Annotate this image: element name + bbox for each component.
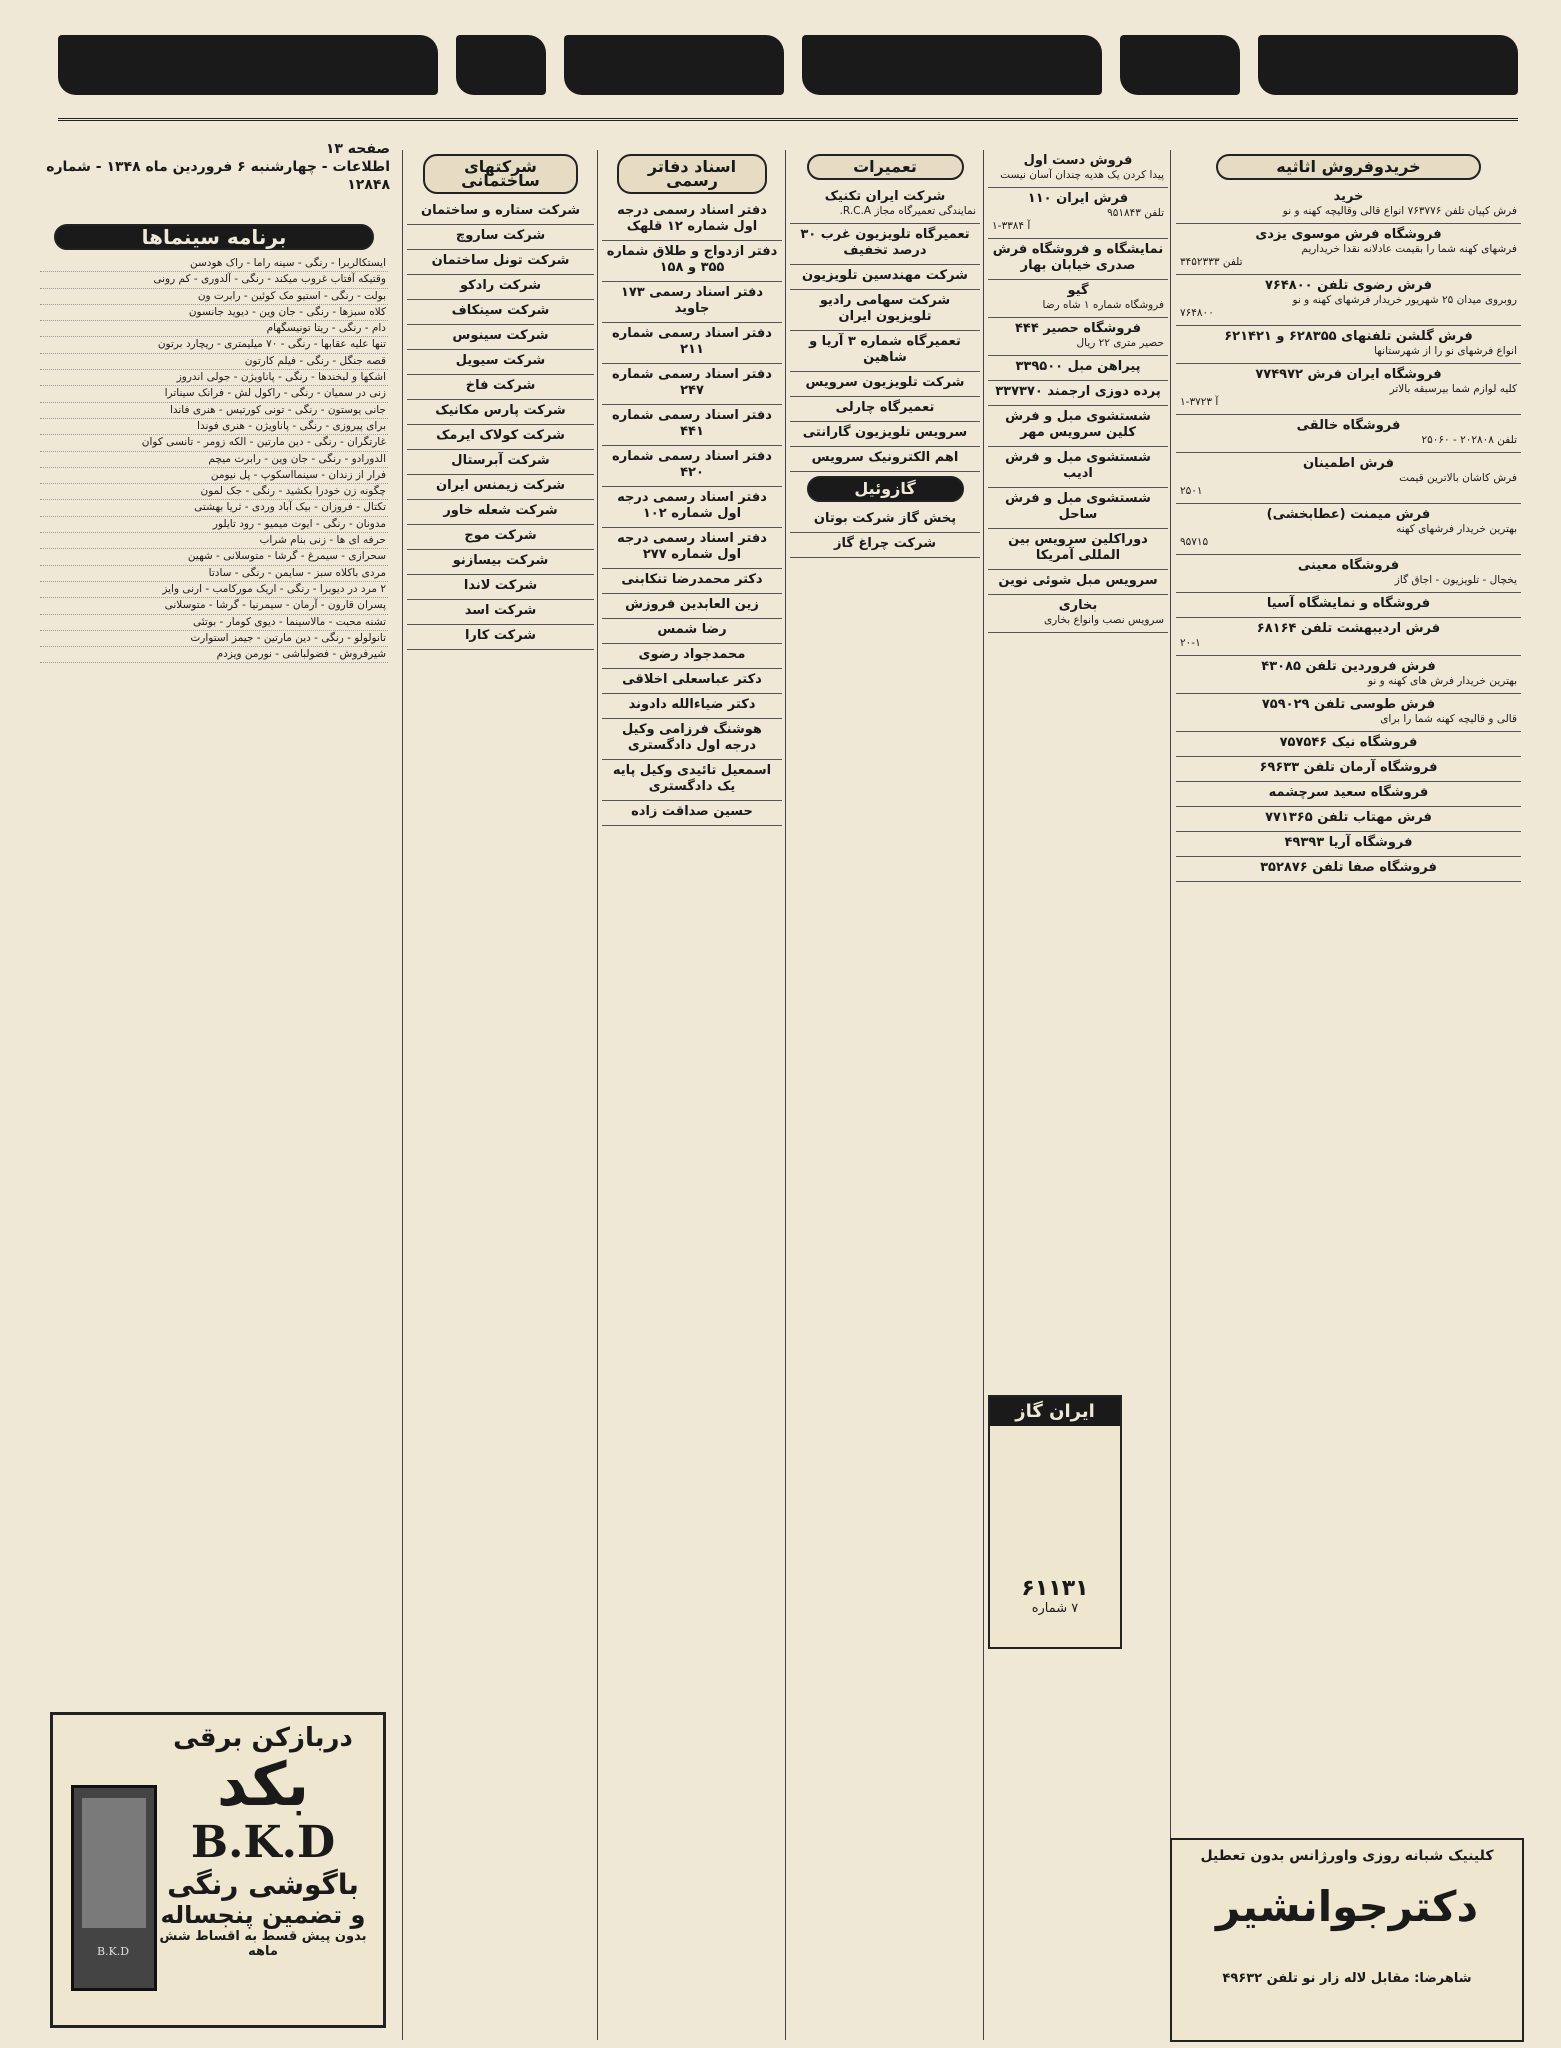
- ad-title: فرش مهتاب تلفن ۷۷۱۳۶۵: [1265, 810, 1432, 825]
- column-rule: [785, 150, 786, 2040]
- furniture-ads: [1176, 186, 1521, 882]
- cinema-listing: مدونان - رنگی - ایوت میمیو - رود تایلور: [40, 517, 388, 533]
- cinema-listing: زنی در سمیان - رنگی - راکول لش - فرانک سیناترا: [40, 386, 388, 402]
- classified-ad: [407, 450, 594, 475]
- ad-title: حسین صداقت زاده: [631, 804, 753, 819]
- classified-ad: [1176, 364, 1521, 415]
- repairs-column: [790, 150, 980, 1390]
- classified-ad: [407, 550, 594, 575]
- classified-ad: [602, 719, 782, 760]
- classified-ad: [1176, 504, 1521, 555]
- ad-title: فرش فروردین تلفن ۴۳۰۸۵: [1261, 659, 1436, 674]
- ad-title: فروشگاه سعید سرچشمه: [1268, 785, 1429, 800]
- classified-ad: [602, 801, 782, 826]
- classified-ad: [988, 570, 1168, 595]
- ad-body: روبروی میدان ۲۵ شهریور خریدار فرشهای کهنه و نو: [1292, 294, 1517, 306]
- ad-title: فروشگاه حصیر ۴۴۴: [1014, 321, 1142, 336]
- classified-ad: [790, 265, 980, 290]
- classified-ad: [407, 400, 594, 425]
- ad-title: دکتر عباسعلی اخلاقی: [622, 672, 762, 687]
- classified-ad: [988, 280, 1168, 318]
- classified-ad: [602, 200, 782, 241]
- cinema-listing: الدورادو - رنگی - جان وین - رابرت میچم: [40, 452, 388, 468]
- ad-title: سرویس مبل شوئی نوین: [998, 573, 1158, 588]
- ad-title: فروشگاه فرش موسوی یزدی: [1255, 227, 1442, 242]
- ad-title: شرکت چراغ گاز: [834, 536, 936, 551]
- ad-title: شرکت ایران تکنیک: [824, 189, 946, 204]
- masthead-word: [802, 35, 1102, 95]
- ad-title: شرکت سیویل: [455, 353, 546, 368]
- cinema-listing: تانولولو - رنگی - دین مارتین - جیمز استوارت: [40, 631, 388, 647]
- classified-ad: [790, 447, 980, 472]
- gasoil-section-heading: گازوئیل: [807, 476, 964, 502]
- classified-ad: [1176, 694, 1521, 732]
- ad-title: فروشگاه خالقی: [1296, 418, 1401, 433]
- ad-title: شرکت آبرستال: [451, 453, 550, 468]
- classified-ad: [1176, 807, 1521, 832]
- ad-title: گیو: [1067, 283, 1089, 298]
- page-info: [40, 140, 390, 194]
- classified-ad: [602, 619, 782, 644]
- classified-ad: [790, 331, 980, 372]
- ad-title: شرکت ستاره و ساختمان: [420, 203, 580, 218]
- ad-title: فرش رضوی تلفن ۷۶۴۸۰۰: [1264, 278, 1433, 293]
- classified-ad: [1176, 656, 1521, 694]
- notary-ads: [602, 200, 782, 826]
- classified-ad: [407, 225, 594, 250]
- classified-ad: [602, 241, 782, 282]
- cinema-listing: ۲ مرد در دیوبرا - رنگی - اریک مورکامب - ارنی وایز: [40, 582, 388, 598]
- ad-phone: ۷۶۴۸۰۰: [1180, 307, 1214, 319]
- classified-ad: [602, 528, 782, 569]
- ad-body: فرش کاشان بالاترین قیمت: [1399, 472, 1517, 484]
- ad-body: فرش کپیان تلفن ۷۶۳۷۷۶ انواع قالی وقالیچه کهنه و نو: [1282, 205, 1517, 217]
- bkd-line2: بکد: [216, 1750, 310, 1820]
- ad-title: تعمیرگاه شماره ۳ آریا و شاهین: [809, 334, 961, 365]
- ad-title: فرش میمنت (عطابخشی): [1266, 507, 1431, 522]
- ad-title: پخش گاز شرکت بوتان: [813, 511, 957, 526]
- classified-ad: [790, 397, 980, 422]
- classified-ad: [407, 425, 594, 450]
- gas-phone: ۶۱۱۳۱: [1021, 1576, 1089, 1601]
- bkd-line1: دربازکن برقی: [173, 1723, 353, 1753]
- classified-ad: [407, 325, 594, 350]
- header-rule: [58, 118, 1518, 121]
- ad-title: شرکت لاندا: [463, 578, 538, 593]
- classified-ad: [790, 508, 980, 533]
- ad-title: محمدجواد رضوی: [638, 647, 746, 662]
- cinema-listing: اشکها و لبخندها - رنگی - پاناویژن - جولی اندروز: [40, 370, 388, 386]
- ad-title: دفتر اسناد رسمی درجه اول شماره ۱۰۲: [617, 490, 767, 521]
- ad-body: پیدا کردن یک هدیه چندان آسان نیست: [1000, 169, 1164, 181]
- ad-body: قالی و قالیچه کهنه شما را برای: [1380, 713, 1517, 725]
- ad-body: تلفن ۹۵۱۸۴۳: [1107, 207, 1164, 219]
- ad-title: فرش اطمینان: [1302, 456, 1395, 471]
- classified-ad: [790, 186, 980, 224]
- ad-body: بهترین خریدار فرشهای کهنه: [1396, 523, 1517, 535]
- ad-title: شرکت تلویزیون سرویس: [805, 375, 965, 390]
- cinema-listing: حرفه ای ها - زنی بنام شراب: [40, 533, 388, 549]
- ad-title: شرکت شعله خاور: [443, 503, 558, 518]
- repairs-section-heading: تعمیرات: [807, 154, 964, 180]
- bkd-line3: B.K.D: [190, 1817, 336, 1868]
- classified-ad: [407, 525, 594, 550]
- classified-ad: [988, 529, 1168, 570]
- ad-body: فرشهای کهنه شما را بقیمت عادلانه نقدا خریداریم: [1301, 243, 1517, 255]
- ad-title: تعمیرگاه چارلی: [835, 400, 935, 415]
- second-ads: [988, 150, 1168, 633]
- furniture-column: [1176, 150, 1521, 1835]
- ad-title: نمایشگاه و فروشگاه فرش صدری خیابان بهار: [992, 242, 1164, 273]
- ad-title: فروشگاه صفا تلفن ۳۵۲۸۷۶: [1260, 860, 1437, 875]
- cinema-listing: مردی باکلاه سبز - سایمن - رنگی - سادتا: [40, 566, 388, 582]
- cinema-listing: چگونه زن خودرا بکشید - رنگی - جک لمون: [40, 484, 388, 500]
- masthead-word: [564, 35, 784, 95]
- classified-ad: [602, 594, 782, 619]
- construction-column: [407, 150, 594, 2040]
- column-rule: [597, 150, 598, 2040]
- ad-title: شرکت زیمنس ایران: [436, 478, 565, 493]
- ad-title: دفتر اسناد رسمی شماره ۴۴۱: [612, 408, 772, 439]
- ad-phone: آ ۳۳۸۴-۱: [992, 220, 1031, 232]
- cinema-listing: برای پیروزی - رنگی - پاناویژن - هنری فوندا: [40, 419, 388, 435]
- classified-ad: [407, 350, 594, 375]
- classified-ad: [790, 290, 980, 331]
- ad-title: فروشگاه ایران فرش ۷۷۴۹۷۲: [1255, 367, 1442, 382]
- ad-title: شستشوی مبل و فرش کلین سرویس مهر: [1005, 409, 1151, 440]
- classified-ad: [602, 569, 782, 594]
- classified-ad: [1176, 782, 1521, 807]
- ad-title: فروشگاه آریا ۴۹۳۹۳: [1284, 835, 1413, 850]
- ad-body: بهترین خریدار فرش های کهنه و نو: [1367, 675, 1517, 687]
- ad-title: خرید: [1333, 189, 1364, 204]
- classified-ad: [407, 250, 594, 275]
- bkd-intercom-ad: [50, 1712, 386, 2028]
- cinema-listing: تشنه محبت - مالاسینما - دیوی کومار - بوتئی: [40, 615, 388, 631]
- ad-title: دفتر اسناد رسمی ۱۷۳ جاوید: [620, 285, 764, 316]
- ad-title: دفتر اسناد رسمی شماره ۲۴۷: [612, 367, 772, 398]
- classified-ad: [407, 600, 594, 625]
- gasoil-ads: [790, 508, 980, 558]
- doctor-ad: [1170, 1838, 1524, 2042]
- ad-title: فرش ایران ۱۱۰: [1027, 191, 1129, 206]
- cinema-listing: تنها علیه عقابها - رنگی - ۷۰ میلیمتری - ریچارد برتون: [40, 337, 388, 353]
- ad-title: فرش طوسی تلفن ۷۵۹۰۲۹: [1261, 697, 1436, 712]
- classified-ad: [988, 150, 1168, 188]
- ad-title: دفتر اسناد رسمی درجه اول شماره ۱۲ قلهک: [617, 203, 767, 234]
- furniture-section-heading: خریدوفروش اثاثیه: [1216, 154, 1482, 180]
- masthead-word: [1120, 35, 1240, 95]
- cinema-listing: تکتال - فروزان - بیک آباد وردی - ثریا بهشتی: [40, 500, 388, 516]
- cinema-listing: ایستکالربرا - رنگی - سینه راما - راک هودسن: [40, 256, 388, 272]
- classified-ad: [1176, 326, 1521, 364]
- ad-title: شرکت سینکاف: [451, 303, 550, 318]
- classified-ad: [407, 500, 594, 525]
- classified-ad: [602, 694, 782, 719]
- ad-title: شرکت سینوس: [452, 328, 549, 343]
- ad-title: شرکت بیسازنو: [452, 553, 549, 568]
- classified-ad: [407, 375, 594, 400]
- ad-phone: ۹۵۷۱۵: [1180, 536, 1209, 548]
- ad-title: فرش گلشن تلفنهای ۶۲۸۳۵۵ و ۶۲۱۴۲۱: [1224, 329, 1473, 344]
- bkd-line5: و تضمین پنجساله: [160, 1901, 366, 1929]
- masthead-word: [58, 35, 438, 95]
- bkd-ad-text: [153, 1723, 373, 1959]
- ad-body: انواع فرشهای نو را از شهرستانها: [1374, 345, 1517, 357]
- classified-ad: [602, 364, 782, 405]
- ad-title: دفتر اسناد رسمی درجه اول شماره ۲۷۷: [617, 531, 767, 562]
- classified-ad: [602, 446, 782, 487]
- ad-title: شرکت ساروچ: [455, 228, 546, 243]
- cinema-listing: قصه جنگل - رنگی - فیلم کارتون: [40, 354, 388, 370]
- page-number: صفحه ۱۳: [325, 141, 390, 157]
- ad-title: دفتر اسناد رسمی شماره ۲۱۱: [612, 326, 772, 357]
- construction-section-heading: شرکتهای ساختمانی: [423, 154, 578, 194]
- ad-title: شرکت پارس مکانیک: [435, 403, 566, 418]
- classified-ad: [1176, 593, 1521, 618]
- intercom-label: B.K.D: [96, 1945, 130, 1958]
- cinema-listing: بولت - رنگی - استیو مک کوئین - رابرت ون: [40, 289, 388, 305]
- classified-ad: [1176, 275, 1521, 326]
- column-rule: [402, 150, 403, 2040]
- ad-title: فروشگاه معینی: [1297, 558, 1400, 573]
- ad-title: شستشوی مبل و فرش ساحل: [1005, 491, 1151, 522]
- classified-ad: [602, 669, 782, 694]
- classified-ad: [602, 405, 782, 446]
- masthead: [58, 22, 1518, 108]
- ad-body: حصیر متری ۲۲ ریال: [1076, 337, 1164, 349]
- bkd-line6: بدون پیش قسط به اقساط شش ماهه: [159, 1929, 367, 1959]
- cinema-section-heading: برنامه سینماها: [54, 224, 374, 250]
- classified-ad: [790, 422, 980, 447]
- cinema-listing: پسران قارون - آرمان - سیمرنیا - گرشا - متوسلانی: [40, 598, 388, 614]
- ad-title: دکتر محمدرضا تنکابنی: [621, 572, 763, 587]
- classified-ad: [988, 356, 1168, 381]
- classified-ad: [1176, 832, 1521, 857]
- intercom-screen: [82, 1798, 146, 1928]
- classified-ad: [1176, 224, 1521, 275]
- ad-title: فروشگاه و نمایشگاه آسیا: [1266, 596, 1431, 611]
- classified-ad: [790, 533, 980, 558]
- ad-title: دفتر ازدواج و طلاق شماره ۳۵۵ و ۱۵۸: [606, 244, 778, 275]
- ad-phone: ۲۰-۱: [1180, 637, 1201, 649]
- ad-body: تلفن ۲۰۲۸۰۸ - ۲۵۰۶۰: [1421, 434, 1517, 446]
- classified-ad: [1176, 453, 1521, 504]
- classified-ad: [407, 200, 594, 225]
- classified-ad: [1176, 555, 1521, 593]
- ad-title: شرکت اسد: [464, 603, 537, 618]
- masthead-word: [1258, 35, 1518, 95]
- ad-phone: آ ۳۷۲۳-۱: [1180, 396, 1219, 408]
- classified-ad: [602, 323, 782, 364]
- classified-ad: [988, 188, 1168, 239]
- ad-title: تعمیرگاه تلویزیون غرب ۳۰ درصد تخفیف: [800, 227, 970, 258]
- classified-ad: [407, 625, 594, 650]
- column-rule: [983, 150, 984, 2040]
- classified-ad: [988, 239, 1168, 280]
- cinema-column: [40, 220, 388, 1700]
- cinema-listing: وقتیکه آفتاب غروب میکند - رنگی - آلدوری - کم رونی: [40, 272, 388, 288]
- ad-title: دوراکلین سرویس بین المللی آمریکا: [1008, 532, 1148, 563]
- ad-title: شرکت سهامی رادیو تلویزیون ایران: [819, 293, 951, 324]
- ad-title: شرکت کارا: [464, 628, 537, 643]
- doc-address: شاهرضا: مقابل لاله زار نو تلفن ۴۹۶۳۲: [1222, 1971, 1472, 1986]
- classified-ad: [988, 488, 1168, 529]
- doc-name: دکترجوانشیر: [1215, 1882, 1479, 1931]
- cinema-listing: جانی یوستون - رنگی - تونی کورتیس - هنری فاندا: [40, 403, 388, 419]
- bkd-line4: باگوشی رنگی: [167, 1868, 359, 1901]
- cinema-listings: [40, 256, 388, 663]
- notary-section-heading: اسناد دفاتر رسمی: [617, 154, 767, 194]
- ad-phone: تلفن ۳۴۵۲۳۳۳: [1180, 256, 1243, 268]
- ad-title: فرش اردیبهشت تلفن ۶۸۱۶۴: [1256, 621, 1441, 636]
- classified-ad: [602, 282, 782, 323]
- classified-ad: [1176, 757, 1521, 782]
- ad-title: دفتر اسناد رسمی شماره ۴۲۰: [612, 449, 772, 480]
- classified-ad: [790, 224, 980, 265]
- ad-title: شرکت مهندسین تلویزیون: [802, 268, 968, 283]
- ad-body: کلیه لوازم شما بیرسبقه بالاتر: [1389, 383, 1517, 395]
- classified-ad: [1176, 732, 1521, 757]
- notary-column: [602, 150, 782, 2040]
- ad-title: فروشگاه آرمان تلفن ۶۹۶۳۳: [1259, 760, 1438, 775]
- masthead-word: [456, 35, 546, 95]
- classified-ad: [407, 275, 594, 300]
- intercom-illustration: [71, 1785, 157, 1991]
- cinema-listing: غارتگران - رنگی - دین مارتین - الکه زومر - تانسی کوان: [40, 435, 388, 451]
- column-rule: [1170, 150, 1171, 1840]
- ad-title: شرکت موج: [464, 528, 537, 543]
- classified-ad: [988, 381, 1168, 406]
- ad-title: شرکت تونل ساختمان: [431, 253, 570, 268]
- classified-ad: [1176, 415, 1521, 453]
- doc-line1: کلینیک شبانه روزی واورژانس بدون تعطیل: [1200, 1848, 1494, 1864]
- ad-title: شستشوی مبل و فرش ادیب: [1005, 450, 1151, 481]
- ad-title: دکتر ضیاءالله دادوند: [628, 697, 756, 712]
- cinema-listing: سحرازی - سیمرغ - گرشا - متوسلانی - شهین: [40, 549, 388, 565]
- classified-ad: [407, 300, 594, 325]
- ad-title: سرویس تلویزیون گارانتی: [802, 425, 968, 440]
- classified-ad: [988, 406, 1168, 447]
- ad-body: نمایندگی تعمیرگاه مجاز R.C.A.: [839, 205, 976, 217]
- iran-gas-ad: [988, 1395, 1122, 1649]
- cinema-listing: فرار از زندان - سینمااسکوپ - پل نیومن: [40, 468, 388, 484]
- ad-title: پرده دوزی ارجمند ۳۳۷۳۷۰: [995, 384, 1161, 399]
- ad-body: فروشگاه شماره ۱ شاه رضا: [1042, 299, 1164, 311]
- classified-ad: [1176, 186, 1521, 224]
- issue-line: اطلاعات - چهارشنبه ۶ فروردین ماه ۱۳۴۸ - شماره ۱۲۸۴۸: [46, 159, 390, 193]
- cinema-listing: کلاه سبزها - رنگی - جان وین - دیوید جانسون: [40, 305, 388, 321]
- classified-ad: [602, 760, 782, 801]
- repairs-ads: [790, 186, 980, 472]
- ad-title: پیراهن مبل ۳۳۹۵۰۰: [1015, 359, 1141, 374]
- gas-title: ایران گاز: [990, 1397, 1120, 1426]
- ad-body: یخچال - تلویزیون - اجاق گاز: [1394, 574, 1517, 586]
- classified-ad: [407, 475, 594, 500]
- classified-ad: [988, 595, 1168, 633]
- ad-title: زین العابدین فروزش: [625, 597, 759, 612]
- ad-title: هوشنگ فرزامی وکیل درجه اول دادگستری: [622, 722, 762, 753]
- ad-title: بخاری: [1058, 598, 1098, 613]
- ad-body: سرویس نصب وانواع بخاری: [1043, 614, 1164, 626]
- construction-ads: [407, 200, 594, 650]
- ad-title: شرکت فاخ: [465, 378, 536, 393]
- cinema-listing: شیرفروش - فضولباشی - نورمن ویزدم: [40, 647, 388, 663]
- classified-ad: [407, 575, 594, 600]
- classified-ad: [602, 487, 782, 528]
- gas-lines: ۷ شماره: [1031, 1601, 1079, 1616]
- classified-ad: [988, 447, 1168, 488]
- classified-ad: [988, 318, 1168, 356]
- ad-title: اهم الکترونیک سرویس: [811, 450, 959, 465]
- classified-ad: [602, 644, 782, 669]
- classified-ad: [1176, 857, 1521, 882]
- cinema-listing: دام - رنگی - ریتا تونیسگهام: [40, 321, 388, 337]
- ad-title: فروش دست اول: [1023, 153, 1133, 168]
- ad-title: اسمعیل تائیدی وکیل پایه یک دادگستری: [612, 763, 772, 794]
- ad-phone: ۲۵۰۱: [1180, 485, 1203, 497]
- classified-ad: [1176, 618, 1521, 656]
- ad-title: فروشگاه نیک ۷۵۷۵۴۶: [1279, 735, 1418, 750]
- ad-title: رضا شمس: [657, 622, 727, 637]
- ad-title: شرکت کولاک ایرمک: [436, 428, 565, 443]
- ad-title: شرکت رادکو: [459, 278, 542, 293]
- classified-ad: [790, 372, 980, 397]
